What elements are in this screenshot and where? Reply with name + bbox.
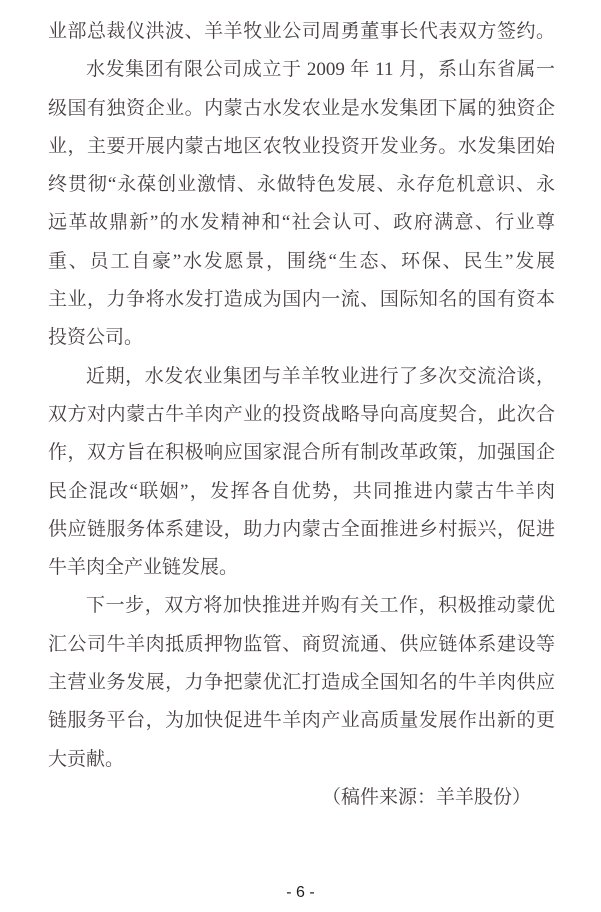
text-line: 牛羊肉全产业链发展。 bbox=[48, 557, 239, 579]
text-line: 链服务平台，为加快促进牛羊肉产业高质量发展作出新的更 bbox=[48, 710, 555, 732]
text-line: 投资公司。 bbox=[48, 327, 144, 349]
text-line: 供应链服务体系建设，助力内蒙古全面推进乡村振兴，促进 bbox=[48, 518, 555, 540]
text-line: 双方对内蒙古牛羊肉产业的投资战略导向高度契合，此次合 bbox=[48, 403, 555, 425]
text-line: 汇公司牛羊肉抵质押物监管、商贸流通、供应链体系建设等 bbox=[48, 633, 555, 655]
text-line: 大贡献。 bbox=[48, 748, 125, 770]
text-line: 主营业务发展，力争把蒙优汇打造成全国知名的牛羊肉供应 bbox=[48, 672, 555, 694]
text-line: 级国有独资企业。内蒙古水发农业是水发集团下属的独资企 bbox=[48, 97, 555, 119]
text-line: 近期，水发农业集团与羊羊牧业进行了多次交流洽谈， bbox=[86, 365, 555, 387]
text-line: 业部总裁仪洪波、羊羊牧业公司周勇董事长代表双方签约。 bbox=[48, 21, 555, 42]
document-body-text bbox=[48, 13, 555, 817]
page-number: - 6 - bbox=[286, 884, 315, 901]
text-line: 主业，力争将水发打造成为国内一流、国际知名的国有资本 bbox=[48, 289, 555, 311]
text-line: 水发集团有限公司成立于 2009 年 11 月，系山东省属一 bbox=[86, 59, 555, 81]
text-line: 下一步，双方将加快推进并购有关工作，积极推动蒙优 bbox=[86, 595, 555, 617]
text-line: 重、员工自豪”水发愿景，围绕“生态、环保、民生”发展 bbox=[48, 250, 555, 272]
text-line: 业，主要开展内蒙古地区农牧业投资开发业务。水发集团始 bbox=[48, 135, 555, 157]
text-line: 作，双方旨在积极响应国家混合所有制改革政策，加强国企 bbox=[48, 442, 555, 464]
text-line: 民企混改“联姻”，发挥各自优势，共同推进内蒙古牛羊肉 bbox=[48, 480, 555, 502]
text-line: 终贯彻“永葆创业激情、永做特色发展、永存危机意识、永 bbox=[48, 174, 555, 196]
source-line: （稿件来源：羊羊股份） bbox=[321, 786, 531, 808]
text-line: 远革故鼎新”的水发精神和“社会认可、政府满意、行业尊 bbox=[48, 212, 555, 234]
